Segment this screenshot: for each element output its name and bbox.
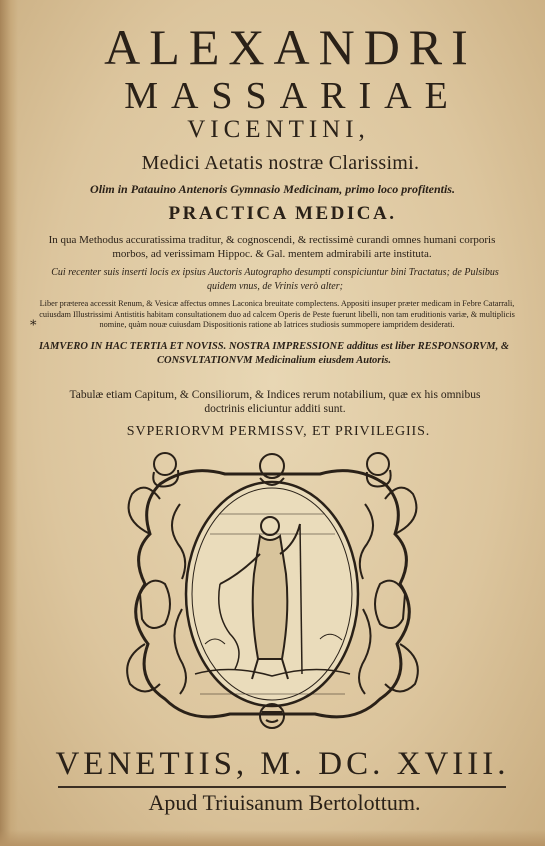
marginal-mark: ⁎ xyxy=(30,313,37,328)
page-bottom-shadow xyxy=(0,830,545,846)
supplement-text: Liber præterea accessit Renum, & Vesicæ affectus omnes Laconica breuitate complectens. Appositi insuper præter medicam in Febre Catarrali, cuiusdam Illustrissimi Antistitis habitam consultationem duo ad calcem Operis de Peste fuerunt libelli, non tam eruditionis variæ, & multiplicis nomine, quàm nouæ cuiusdam Dispositionis ratione ab Iatrices studiosis summopere iampridem desiderati. xyxy=(39,299,515,329)
privilege-line: SVPERIORVM PERMISSV, ET PRIVILEGIIS. xyxy=(126,424,431,439)
imprint-place-date: VENETIIS, M. DC. XVIII. xyxy=(55,746,510,782)
printers-device-engraving xyxy=(120,444,425,739)
left-cherub xyxy=(154,453,176,475)
bottom-mask xyxy=(260,704,284,728)
right-cherub xyxy=(367,453,389,475)
imprint-rule xyxy=(58,786,506,788)
author-first-name: ALEXANDRI xyxy=(104,19,477,75)
author-former-post: Olim in Patauino Antenoris Gymnasio Medicinam, primo loco profitentis. xyxy=(90,182,455,196)
author-origin: VICENTINI, xyxy=(187,116,370,143)
edition-note: IAMVERO IN HAC TERTIA ET NOVISS. NOSTRA IMPRESSIONE additus est liber RESPONSORVM, & CONSVLTATIONVM Medicinalium eiusdem Autoris. xyxy=(38,341,510,366)
author-last-name: MASSARIAE xyxy=(124,75,461,117)
work-description: In qua Methodus accuratissima traditur, & cognoscendi, & rectissimè curandi omnes humani corporis morbos, ad verissimam Hippoc. & Gal. mentem admirabili arte instituta. xyxy=(48,234,496,260)
added-treatises: Cui recenter suis inserti locis ex ipsius Auctoris Autographo desumpti conspiciuntur bini Tractatus; de Pulsibus quidem vnus, de Vrinis verò alter; xyxy=(51,267,499,292)
work-title: PRACTICA MEDICA. xyxy=(168,203,397,224)
left-griffin xyxy=(140,581,170,628)
right-griffin xyxy=(375,581,405,628)
author-epithet: Medici Aetatis nostræ Clarissimi. xyxy=(141,152,420,174)
indices-note: Tabulæ etiam Capitum, & Consiliorum, & Indices rerum notabilium, quæ ex his omnibus doctrinis eliciuntur additi sunt. xyxy=(69,389,481,415)
imprint-printer: Apud Triuisanum Bertolottum. xyxy=(148,790,421,815)
